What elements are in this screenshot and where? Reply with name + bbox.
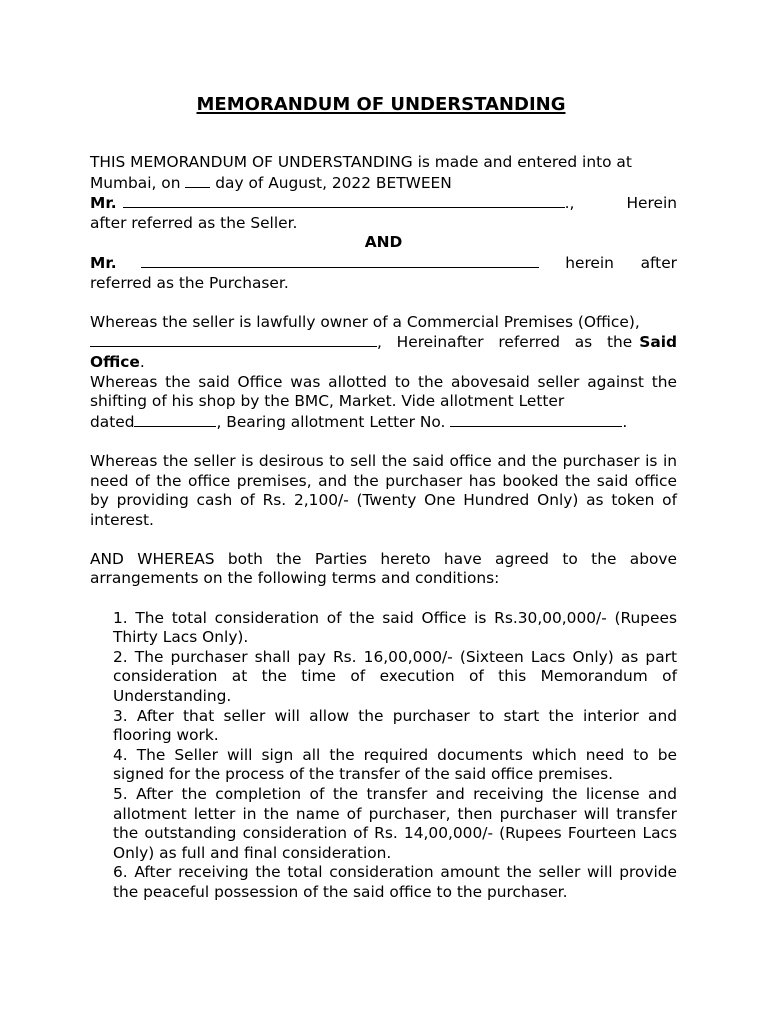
seller-punct: .,: [564, 194, 575, 213]
dated-label: dated: [90, 412, 135, 431]
bearing-text: , Bearing allotment Letter No.: [216, 412, 446, 431]
terms-list: [90, 609, 677, 903]
purchaser-after-line: referred as the Purchaser.: [90, 273, 289, 292]
intro-paragraph: [90, 153, 677, 193]
intro-line-2-start: Mumbai, on: [90, 173, 181, 192]
purchaser-after: after: [640, 253, 678, 272]
whereas-owner-line-1: Whereas the seller is lawfully owner of a Commercial Premises (Office),: [90, 312, 640, 331]
intro-line-1: THIS MEMORANDUM OF UNDERSTANDING is made and entered into at: [90, 153, 632, 171]
seller-mr-label: Mr.: [90, 194, 117, 213]
purchaser-name-blank: [141, 253, 539, 268]
whereas-allotted-paragraph: [90, 373, 677, 433]
said-text: Said: [639, 333, 677, 352]
seller-line: [90, 193, 677, 214]
purchaser-herein: herein: [565, 253, 614, 272]
purchaser-mr-label: Mr.: [90, 253, 117, 272]
date-blank: [134, 412, 216, 427]
letter-no-blank: [450, 412, 622, 427]
hereinafter-text: , Hereinafter referred as the: [377, 333, 633, 352]
day-blank: [185, 173, 210, 188]
term-item: 1. The total consideration of the said Office is Rs.30,00,000/- (Rupees Thirty Lacs Only).: [113, 608, 677, 647]
term-item: 5. After the completion of the transfer and receiving the license and allotment letter in the name of purchaser, then purchaser will transfer the outstanding consideration of Rs. 14,00,000/- (Rupees Fourteen Lacs Only) as full and final consideration.: [113, 785, 677, 862]
whereas-desirous-paragraph: Whereas the seller is desirous to sell the said office and the purchaser is in need of the office premises, and the purchaser has booked the said office by providing cash of Rs. 2,100/- (Twenty One Hundred Only) as token of interest.: [90, 451, 677, 529]
office-dot: .: [139, 352, 145, 371]
office-text: Office: [90, 352, 140, 371]
and-separator: AND: [364, 233, 403, 252]
whereas-owner-line-3: [90, 353, 677, 373]
term-item: 3. After that seller will allow the purchaser to start the interior and flooring work.: [113, 706, 677, 745]
intro-line-2-end: day of August, 2022 BETWEEN: [215, 173, 452, 192]
whereas-allotted-text: Whereas the said Office was allotted to the abovesaid seller against the shifting of his shop by the BMC, Market. Vide allotment Letter: [90, 372, 677, 411]
seller-herein: Herein: [626, 194, 677, 213]
seller-name-blank: [123, 193, 565, 208]
whereas-owner-line-2: [90, 332, 677, 353]
purchaser-line: [90, 253, 677, 274]
document-title: MEMORANDUM OF UNDERSTANDING: [196, 94, 566, 115]
term-item: 2. The purchaser shall pay Rs. 16,00,000/- (Sixteen Lacs Only) as part consideration at the time of execution of this Memorandum of Understanding.: [113, 647, 677, 706]
seller-after-line: after referred as the Seller.: [90, 213, 298, 232]
allotted-end: .: [622, 412, 628, 431]
premises-blank: [90, 332, 377, 347]
whereas-agreed-paragraph: AND WHEREAS both the Parties hereto have agreed to the above arrangements on the following terms and conditions:: [90, 549, 677, 588]
document-body: [90, 153, 677, 903]
term-item: 4. The Seller will sign all the required documents which need to be signed for the process of the transfer of the said office premises.: [113, 745, 677, 784]
term-item: 6. After receiving the total consideration amount the seller will provide the peaceful possession of the said office to the purchaser.: [113, 863, 677, 901]
